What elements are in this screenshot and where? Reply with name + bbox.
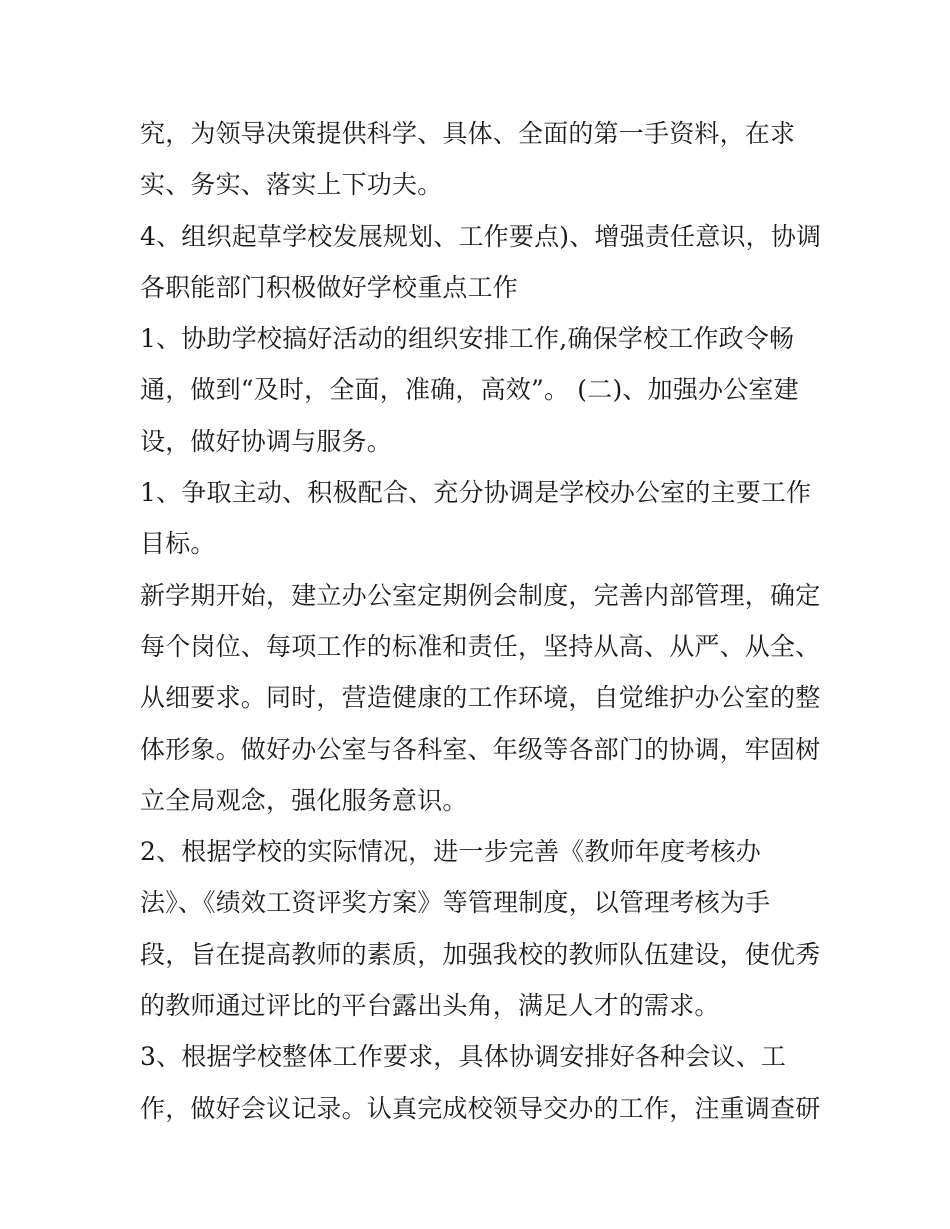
- text-line: 4、组织起草学校发展规划、工作要点)、增强责任意识，协调: [140, 221, 822, 251]
- text-line: 3、根据学校整体工作要求，具体协调安排好各种会议、工: [140, 1042, 787, 1072]
- text-line: 法》、《绩效工资评奖方案》等管理制度，以管理考核为手: [140, 888, 771, 918]
- text-line: 立全局观念，强化服务意识。: [140, 785, 468, 815]
- text-line: 体形象。做好办公室与各科室、年级等各部门的协调，牢固树: [140, 734, 821, 764]
- text-line: 的教师通过评比的平台露出头角，满足人才的需求。: [140, 991, 720, 1021]
- body-text: [140, 108, 830, 1134]
- text-line: 新学期开始，建立办公室定期例会制度，完善内部管理，确定: [140, 580, 821, 610]
- text-line: 1、争取主动、积极配合、充分协调是学校办公室的主要工作: [140, 478, 812, 508]
- text-line: 段，旨在提高教师的素质，加强我校的教师队伍建设，使优秀: [140, 939, 821, 969]
- text-line: 目标。: [140, 529, 216, 559]
- text-line: 作，做好会议记录。认真完成校领导交办的工作，注重调查研: [140, 1093, 821, 1123]
- text-line: 实、务实、落实上下功夫。: [140, 170, 443, 200]
- text-line: 1、协助学校搞好活动的组织安排工作,确保学校工作政令畅: [140, 324, 795, 354]
- text-line: 各职能部门积极做好学校重点工作: [140, 272, 519, 302]
- text-line: 通，做到“及时，全面，准确，高效”。 (二)、加强办公室建: [140, 375, 799, 405]
- text-line: 设，做好协调与服务。: [140, 426, 393, 456]
- text-line: 2、根据学校的实际情况，进一步完善《教师年度考核办: [140, 837, 761, 867]
- text-line: 每个岗位、每项工作的标准和责任，坚持从高、从严、从全、: [140, 631, 821, 661]
- text-line: 究，为领导决策提供科学、具体、全面的第一手资料，在求: [140, 119, 796, 148]
- text-line: 从细要求。同时，营造健康的工作环境，自觉维护办公室的整: [140, 683, 821, 713]
